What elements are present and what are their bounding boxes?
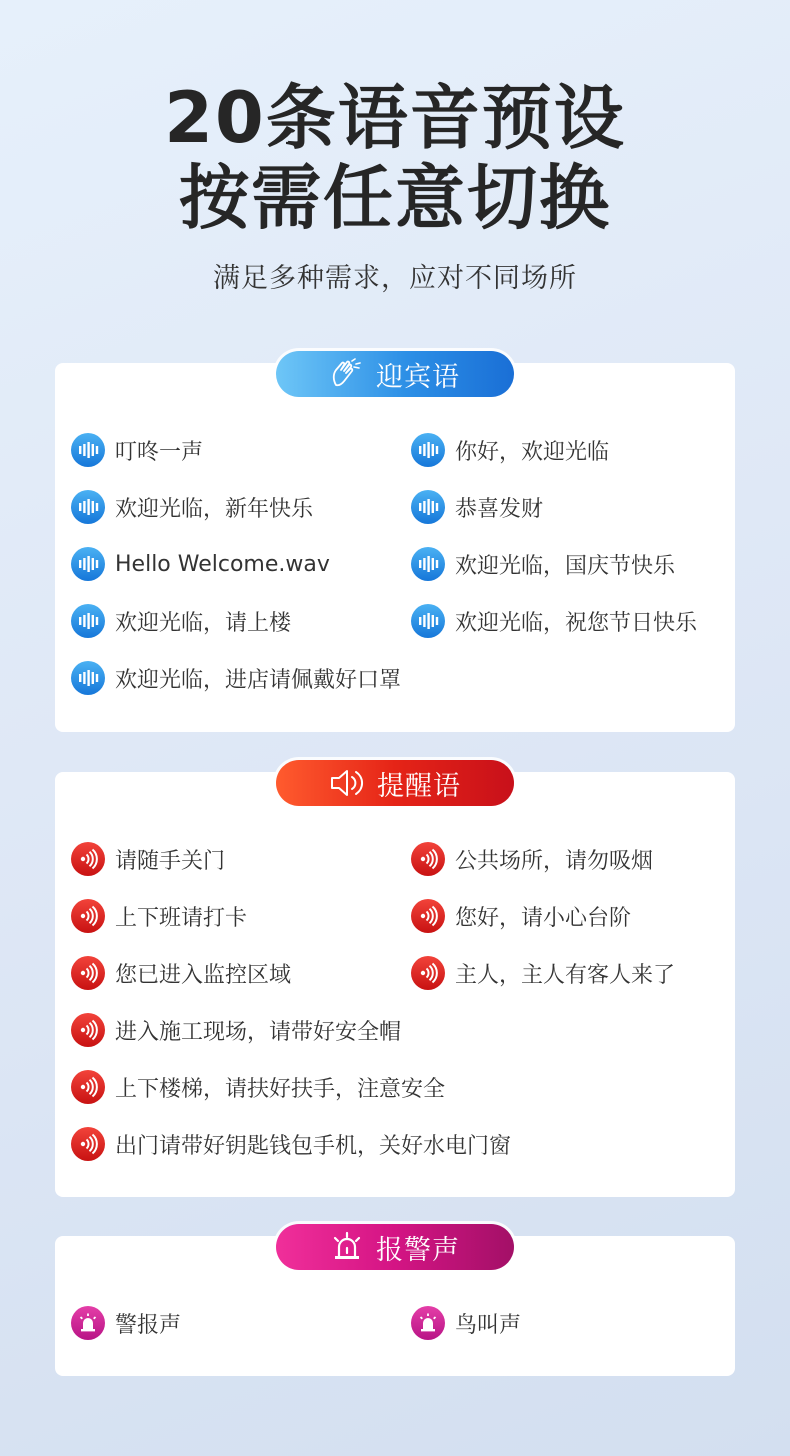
list-item[interactable] bbox=[71, 433, 203, 467]
item-label: 主人，主人有客人来了 bbox=[455, 962, 676, 988]
welcome-card bbox=[55, 363, 735, 732]
speaker-icon bbox=[329, 768, 365, 798]
sound-wave-icon bbox=[411, 604, 445, 638]
item-label: 出门请带好钥匙钱包手机，关好水电门窗 bbox=[115, 1133, 512, 1159]
broadcast-icon bbox=[71, 1127, 105, 1161]
broadcast-icon bbox=[411, 842, 445, 876]
clapping-hands-icon bbox=[330, 358, 364, 390]
broadcast-icon bbox=[411, 956, 445, 990]
page-title bbox=[0, 78, 790, 238]
item-label: 叮咚一声 bbox=[115, 439, 204, 465]
broadcast-icon bbox=[71, 899, 105, 933]
sound-wave-icon bbox=[71, 661, 105, 695]
list-item[interactable] bbox=[411, 604, 697, 638]
welcome-section-tab[interactable] bbox=[276, 351, 514, 397]
reminder-section-label: 提醒语 bbox=[377, 770, 461, 802]
list-item[interactable] bbox=[71, 1127, 511, 1161]
sound-wave-icon bbox=[71, 604, 105, 638]
item-label: 欢迎光临，新年快乐 bbox=[115, 496, 314, 522]
list-item[interactable] bbox=[71, 842, 225, 876]
item-label: 欢迎光临，进店请佩戴好口罩 bbox=[115, 667, 402, 693]
item-label: 欢迎光临，祝您节日快乐 bbox=[455, 610, 698, 636]
siren-icon bbox=[330, 1231, 364, 1263]
item-label: 警报声 bbox=[115, 1312, 182, 1338]
list-item[interactable] bbox=[71, 956, 291, 990]
item-label: 你好，欢迎光临 bbox=[455, 439, 610, 465]
item-label: 进入施工现场，请带好安全帽 bbox=[115, 1019, 402, 1045]
item-label: 鸟叫声 bbox=[455, 1312, 522, 1338]
list-item[interactable] bbox=[411, 899, 631, 933]
list-item[interactable] bbox=[71, 661, 401, 695]
broadcast-icon bbox=[71, 956, 105, 990]
list-item[interactable] bbox=[411, 956, 675, 990]
title-line-2: 按需任意切换 bbox=[179, 157, 611, 239]
broadcast-icon bbox=[411, 899, 445, 933]
broadcast-icon bbox=[71, 842, 105, 876]
list-item[interactable] bbox=[71, 604, 291, 638]
item-label: 您已进入监控区域 bbox=[115, 962, 292, 988]
list-item[interactable] bbox=[411, 433, 609, 467]
item-label: 欢迎光临，国庆节快乐 bbox=[455, 553, 676, 579]
item-label: 恭喜发财 bbox=[455, 496, 544, 522]
list-item[interactable] bbox=[71, 1013, 401, 1047]
item-label: 请随手关门 bbox=[115, 848, 226, 874]
reminder-section-tab[interactable] bbox=[276, 760, 514, 806]
list-item[interactable] bbox=[411, 842, 653, 876]
siren-icon bbox=[71, 1306, 105, 1340]
sound-wave-icon bbox=[71, 490, 105, 524]
list-item[interactable] bbox=[71, 1306, 181, 1340]
item-label: 公共场所，请勿吸烟 bbox=[455, 848, 654, 874]
sound-wave-icon bbox=[411, 433, 445, 467]
sound-wave-icon bbox=[411, 547, 445, 581]
list-item[interactable] bbox=[411, 1306, 521, 1340]
list-item[interactable] bbox=[71, 1070, 445, 1104]
sound-wave-icon bbox=[411, 490, 445, 524]
page-subtitle: 满足多种需求，应对不同场所 bbox=[213, 263, 577, 294]
item-label: 您好，请小心台阶 bbox=[455, 905, 632, 931]
list-item[interactable] bbox=[71, 490, 313, 524]
item-label: Hello Welcome.wav bbox=[115, 551, 330, 577]
list-item[interactable] bbox=[71, 547, 330, 581]
item-label: 上下班请打卡 bbox=[115, 905, 248, 931]
item-label: 上下楼梯，请扶好扶手，注意安全 bbox=[115, 1076, 446, 1102]
alarm-section-tab[interactable] bbox=[276, 1224, 514, 1270]
broadcast-icon bbox=[71, 1013, 105, 1047]
alarm-section-label: 报警声 bbox=[376, 1234, 460, 1266]
reminder-card bbox=[55, 772, 735, 1197]
list-item[interactable] bbox=[71, 899, 247, 933]
list-item[interactable] bbox=[411, 547, 675, 581]
siren-icon bbox=[411, 1306, 445, 1340]
list-item[interactable] bbox=[411, 490, 543, 524]
broadcast-icon bbox=[71, 1070, 105, 1104]
welcome-section-label: 迎宾语 bbox=[376, 361, 460, 393]
sound-wave-icon bbox=[71, 433, 105, 467]
item-label: 欢迎光临，请上楼 bbox=[115, 610, 292, 636]
title-line-1: 20条语音预设 bbox=[164, 77, 626, 159]
sound-wave-icon bbox=[71, 547, 105, 581]
